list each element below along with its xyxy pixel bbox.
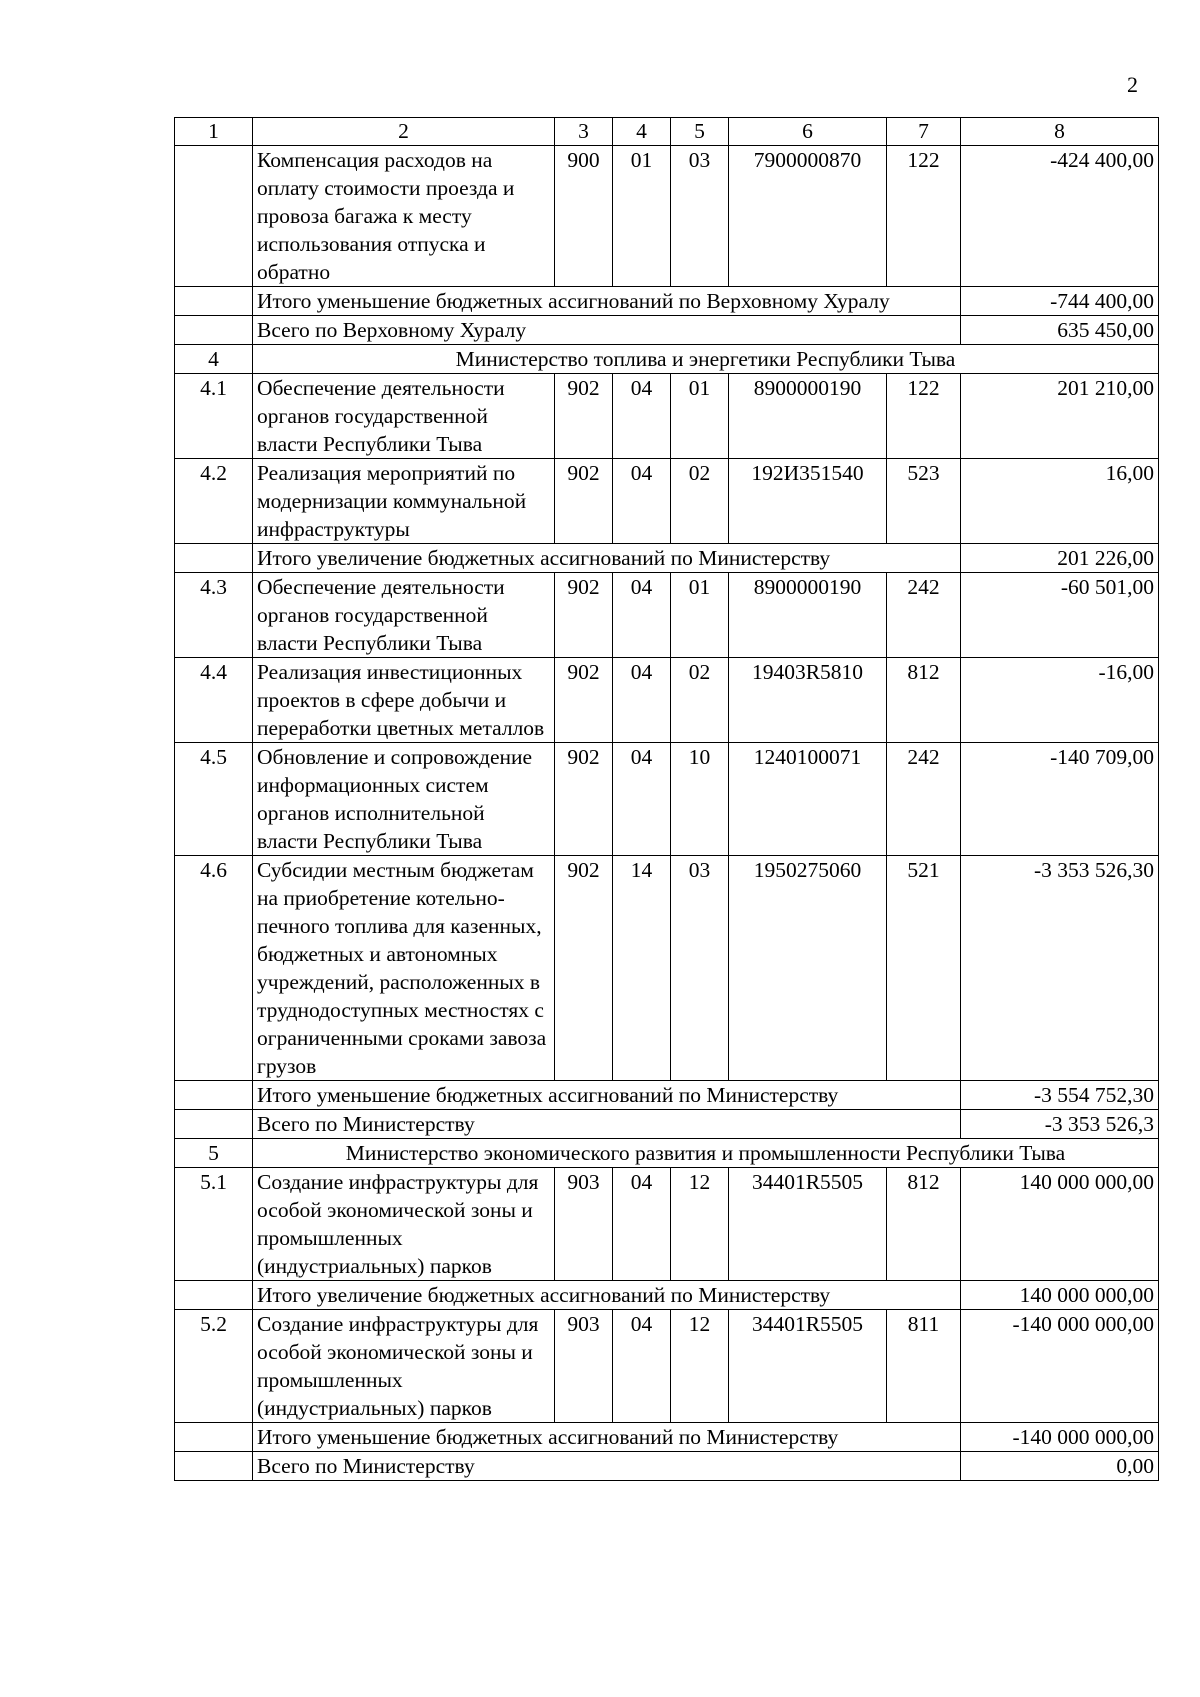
row-amount: -140 709,00 [961, 743, 1159, 856]
header-cell-4: 4 [613, 118, 671, 146]
row-code-3: 902 [555, 856, 613, 1081]
total-row [175, 1110, 1159, 1139]
row-code-4: 01 [613, 146, 671, 287]
row-number: 4.5 [175, 743, 253, 856]
table-row [175, 1310, 1159, 1423]
row-code-5: 12 [671, 1310, 729, 1423]
row-code-7: 122 [887, 374, 961, 459]
total-label: Итого уменьшение бюджетных ассигнований по Министерству [253, 1081, 961, 1110]
total-label: Всего по Министерству [253, 1452, 961, 1481]
row-code-3: 902 [555, 658, 613, 743]
row-code-6: 34401R5505 [729, 1168, 887, 1281]
header-cell-8: 8 [961, 118, 1159, 146]
row-name: Создание инфраструктуры для особой экономической зоны и промышленных (индустриальных) парков [253, 1168, 555, 1281]
row-amount: -424 400,00 [961, 146, 1159, 287]
total-row [175, 544, 1159, 573]
table-row [175, 146, 1159, 287]
row-code-6: 7900000870 [729, 146, 887, 287]
table-row [175, 856, 1159, 1081]
total-amount: 635 450,00 [961, 316, 1159, 345]
row-number: 5.1 [175, 1168, 253, 1281]
row-number [175, 1110, 253, 1139]
row-code-6: 8900000190 [729, 573, 887, 658]
row-code-7: 811 [887, 1310, 961, 1423]
row-amount: -60 501,00 [961, 573, 1159, 658]
row-amount: 140 000 000,00 [961, 1168, 1159, 1281]
row-number: 4.1 [175, 374, 253, 459]
header-cell-7: 7 [887, 118, 961, 146]
row-code-7: 122 [887, 146, 961, 287]
row-code-3: 903 [555, 1168, 613, 1281]
row-name: Обновление и сопровождение информационных систем органов исполнительной власти Республики Тыва [253, 743, 555, 856]
header-row [175, 118, 1159, 146]
row-name: Обеспечение деятельности органов государственной власти Республики Тыва [253, 573, 555, 658]
row-number [175, 316, 253, 345]
row-code-3: 902 [555, 459, 613, 544]
row-number [175, 1423, 253, 1452]
total-label: Итого увеличение бюджетных ассигнований по Министерству [253, 1281, 961, 1310]
row-name: Компенсация расходов на оплату стоимости проезда и провоза багажа к месту использования отпуска и обратно [253, 146, 555, 287]
row-code-4: 04 [613, 459, 671, 544]
section-title: Министерство экономического развития и промышленности Республики Тыва [253, 1139, 1159, 1168]
header-cell-6: 6 [729, 118, 887, 146]
total-label: Итого уменьшение бюджетных ассигнований по Верховному Хуралу [253, 287, 961, 316]
row-amount: -16,00 [961, 658, 1159, 743]
row-number: 4.2 [175, 459, 253, 544]
row-amount: 16,00 [961, 459, 1159, 544]
total-amount: 0,00 [961, 1452, 1159, 1481]
row-number [175, 1081, 253, 1110]
row-code-7: 521 [887, 856, 961, 1081]
budget-allocation-table [174, 117, 1159, 1481]
table-row [175, 374, 1159, 459]
header-cell-2: 2 [253, 118, 555, 146]
header-cell-3: 3 [555, 118, 613, 146]
row-code-4: 04 [613, 1310, 671, 1423]
row-code-4: 04 [613, 743, 671, 856]
row-code-3: 903 [555, 1310, 613, 1423]
row-code-6: 8900000190 [729, 374, 887, 459]
total-row [175, 1281, 1159, 1310]
total-label: Итого уменьшение бюджетных ассигнований по Министерству [253, 1423, 961, 1452]
row-name: Реализация инвестиционных проектов в сфере добычи и переработки цветных металлов [253, 658, 555, 743]
row-number [175, 146, 253, 287]
row-code-5: 12 [671, 1168, 729, 1281]
row-code-7: 523 [887, 459, 961, 544]
row-code-5: 03 [671, 146, 729, 287]
row-code-4: 04 [613, 374, 671, 459]
row-amount: -3 353 526,30 [961, 856, 1159, 1081]
row-code-7: 812 [887, 1168, 961, 1281]
row-code-5: 01 [671, 374, 729, 459]
row-name: Реализация мероприятий по модернизации коммунальной инфраструктуры [253, 459, 555, 544]
total-row [175, 1081, 1159, 1110]
total-amount: -3 353 526,3 [961, 1110, 1159, 1139]
row-code-6: 34401R5505 [729, 1310, 887, 1423]
row-name: Обеспечение деятельности органов государственной власти Республики Тыва [253, 374, 555, 459]
row-number [175, 544, 253, 573]
row-code-4: 04 [613, 573, 671, 658]
total-amount: -744 400,00 [961, 287, 1159, 316]
row-code-7: 242 [887, 743, 961, 856]
row-code-3: 900 [555, 146, 613, 287]
row-name: Субсидии местным бюджетам на приобретение котельно-печного топлива для казенных, бюджетных и автономных учреждений, расположенных в труднодоступных местностях с ограниченными сроками завоза грузов [253, 856, 555, 1081]
total-row [175, 316, 1159, 345]
row-amount: -140 000 000,00 [961, 1310, 1159, 1423]
header-cell-1: 1 [175, 118, 253, 146]
row-code-6: 19403R5810 [729, 658, 887, 743]
total-label: Итого увеличение бюджетных ассигнований по Министерству [253, 544, 961, 573]
row-code-4: 04 [613, 1168, 671, 1281]
row-code-3: 902 [555, 573, 613, 658]
total-amount: 201 226,00 [961, 544, 1159, 573]
total-row [175, 1452, 1159, 1481]
row-number [175, 1452, 253, 1481]
total-label: Всего по Верховному Хуралу [253, 316, 961, 345]
total-amount: -140 000 000,00 [961, 1423, 1159, 1452]
table-body [175, 118, 1159, 1481]
section-row [175, 1139, 1159, 1168]
row-number: 5.2 [175, 1310, 253, 1423]
row-code-5: 01 [671, 573, 729, 658]
page-number: 2 [1127, 72, 1138, 97]
header-cell-5: 5 [671, 118, 729, 146]
total-row [175, 287, 1159, 316]
row-amount: 201 210,00 [961, 374, 1159, 459]
row-code-7: 242 [887, 573, 961, 658]
row-code-6: 1950275060 [729, 856, 887, 1081]
row-code-4: 14 [613, 856, 671, 1081]
row-number: 4.3 [175, 573, 253, 658]
row-code-5: 02 [671, 459, 729, 544]
row-code-3: 902 [555, 374, 613, 459]
row-code-5: 03 [671, 856, 729, 1081]
row-number: 4.6 [175, 856, 253, 1081]
row-code-6: 1240100071 [729, 743, 887, 856]
total-amount: 140 000 000,00 [961, 1281, 1159, 1310]
total-amount: -3 554 752,30 [961, 1081, 1159, 1110]
section-row [175, 345, 1159, 374]
section-title: Министерство топлива и энергетики Республики Тыва [253, 345, 1159, 374]
table-row [175, 743, 1159, 856]
row-number [175, 1281, 253, 1310]
row-number [175, 287, 253, 316]
row-number: 4.4 [175, 658, 253, 743]
row-code-3: 902 [555, 743, 613, 856]
total-label: Всего по Министерству [253, 1110, 961, 1139]
section-number: 4 [175, 345, 253, 374]
section-number: 5 [175, 1139, 253, 1168]
table-row [175, 658, 1159, 743]
row-code-5: 02 [671, 658, 729, 743]
row-code-5: 10 [671, 743, 729, 856]
row-code-4: 04 [613, 658, 671, 743]
total-row [175, 1423, 1159, 1452]
row-code-7: 812 [887, 658, 961, 743]
table-row [175, 459, 1159, 544]
row-name: Создание инфраструктуры для особой экономической зоны и промышленных (индустриальных) парков [253, 1310, 555, 1423]
row-code-6: 192И351540 [729, 459, 887, 544]
table-row [175, 1168, 1159, 1281]
table-row [175, 573, 1159, 658]
